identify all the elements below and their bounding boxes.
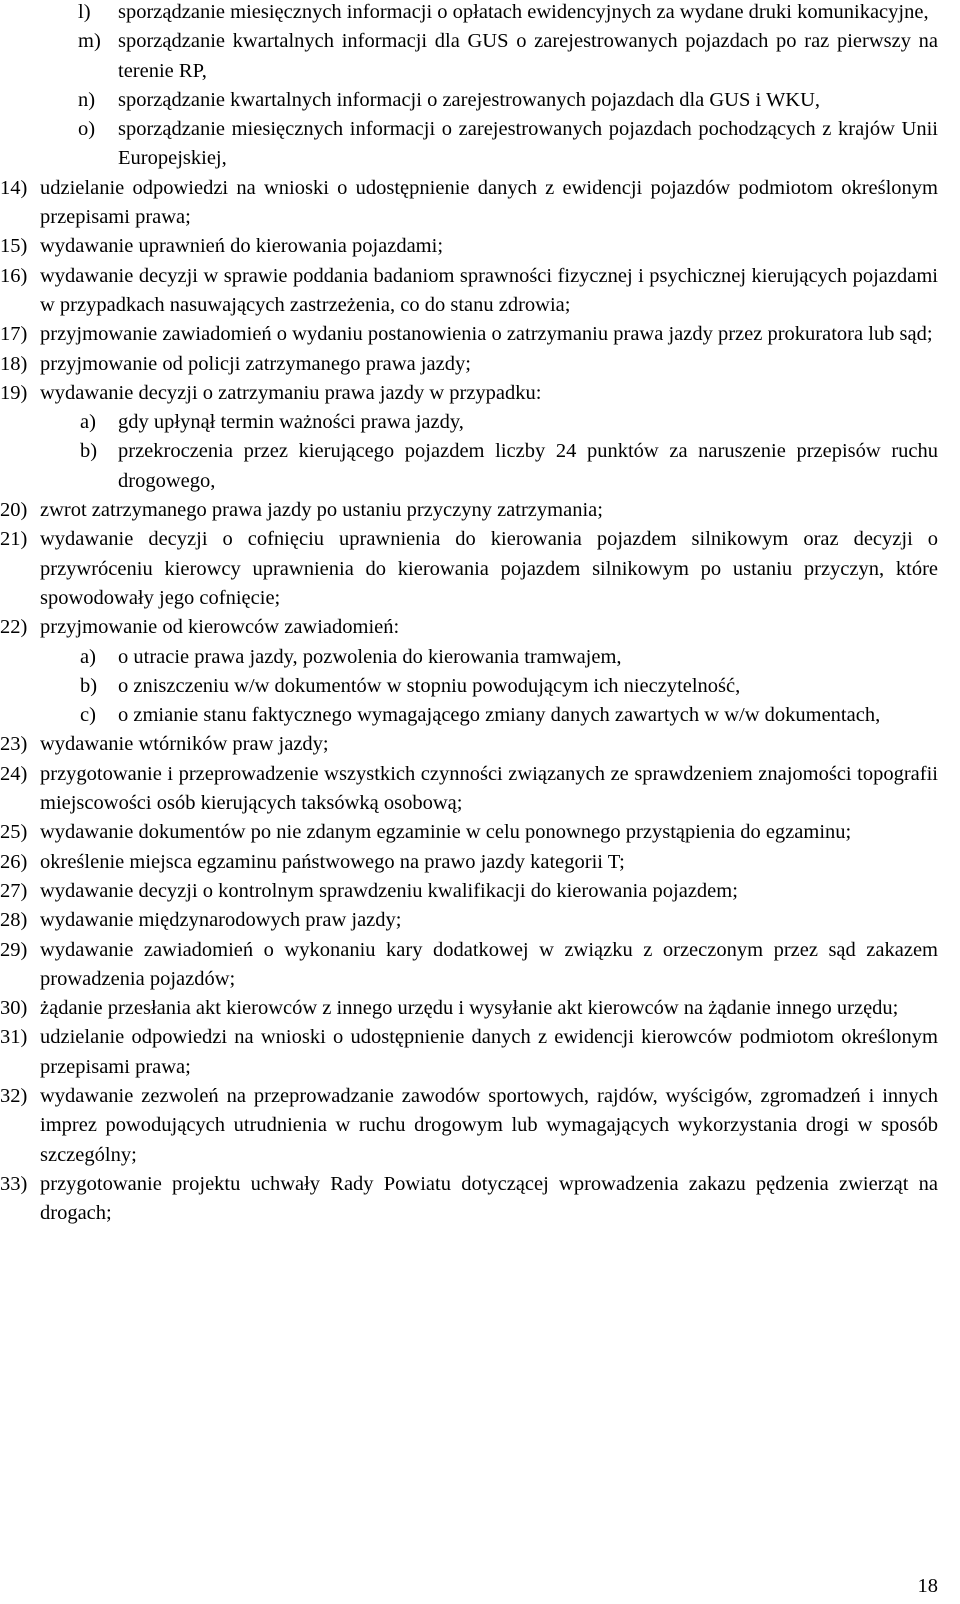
sub-list-item [40,672,938,701]
list-item-number: 25) [0,821,28,844]
list-item-text: przygotowanie i przeprowadzenie wszystkich czynności związanych ze sprawdzeniem znajomości topografii miejscowości osób kierujących taksówką osobową; [40,762,938,815]
sub-list-item-label: b) [80,440,98,463]
list-item-text: zwrot zatrzymanego prawa jazdy po ustaniu przyczyny zatrzymania; [40,499,603,522]
list-item-number: 29) [0,938,28,961]
list-item-number: 26) [0,850,28,873]
list-item-text: wydawanie decyzji o kontrolnym sprawdzeniu kwalifikacji do kierowania pojazdem; [40,879,738,902]
list-item [0,818,938,847]
list-item-label: m) [78,30,101,53]
list-item-number: 21) [0,528,28,551]
list-item-text: sporządzanie kwartalnych informacji o zarejestrowanych pojazdach dla GUS i WKU, [118,88,821,111]
list-item-number: 24) [0,762,28,785]
list-item-number: 22) [0,616,28,639]
list-item [40,115,938,174]
list-item-number: 15) [0,235,28,258]
list-item [0,760,938,819]
list-item-number: 23) [0,733,28,756]
numbered-list [0,174,938,1229]
list-item [40,0,938,27]
sub-list-item-label: b) [80,674,98,697]
list-item-label: n) [78,88,96,111]
list-item-number: 16) [0,264,28,287]
sub-list-item-text: o zmianie stanu faktycznego wymagającego zmiany danych zawartych w w/w dokumentach, [118,704,881,727]
list-item-number: 33) [0,1172,28,1195]
list-item [0,496,938,525]
sub-list-item-text: o zniszczeniu w/w dokumentów w stopniu powodującym ich nieczytelność, [118,674,741,697]
list-item-text: przyjmowanie od policji zatrzymanego prawa jazdy; [40,352,471,375]
list-item-text: sporządzanie kwartalnych informacji dla GUS o zarejestrowanych pojazdach po raz pierwszy na terenie RP, [118,30,938,82]
list-item-number: 17) [0,323,28,346]
list-item-label: l) [78,1,91,23]
list-item-number: 30) [0,997,28,1020]
list-item [0,1082,938,1170]
sub-list-item [40,437,938,496]
list-item-text: żądanie przesłania akt kierowców z innego urzędu i wysyłanie akt kierowców na żądanie innego urzędu; [40,997,899,1020]
list-item-text: udzielanie odpowiedzi na wnioski o udostępnienie danych z ewidencji kierowców podmiotom określonym przepisami prawa; [40,1026,938,1078]
list-item [0,848,938,877]
list-item [40,86,938,115]
sub-list-item [40,701,938,730]
list-item [0,320,938,349]
list-item-label: o) [78,118,96,141]
list-item-number: 31) [0,1026,28,1049]
sub-list-item-text: o utracie prawa jazdy, pozwolenia do kierowania tramwajem, [118,645,622,668]
list-item-text: sporządzanie miesięcznych informacji o opłatach ewidencyjnych za wydane druki komunikacyjne, [118,1,929,23]
list-item-text: przygotowanie projektu uchwały Rady Powiatu dotyczącej wprowadzenia zakazu pędzenia zwierząt na drogach; [40,1172,938,1225]
list-item-number: 27) [0,879,28,902]
list-item-text: udzielanie odpowiedzi na wnioski o udostępnienie danych z ewidencji pojazdów podmiotom określonym przepisami prawa; [40,176,938,229]
list-item [0,1170,938,1229]
list-item-text: przyjmowanie od kierowców zawiadomień: [40,616,400,639]
list-item [0,1023,938,1082]
list-item [0,994,938,1023]
page-number: 18 [917,1575,938,1597]
list-item-number: 28) [0,909,28,932]
list-item [0,613,938,642]
list-item [0,350,938,379]
sub-list-item-label: a) [80,411,96,434]
list-item [0,906,938,935]
list-item [0,232,938,261]
list-item-text: wydawanie uprawnień do kierowania pojazdami; [40,235,444,258]
list-item [0,877,938,906]
list-item-number: 18) [0,352,28,375]
list-item-number: 20) [0,499,28,522]
letter-list [40,0,938,174]
list-item [0,525,938,613]
list-item-text: wydawanie dokumentów po nie zdanym egzaminie w celu ponownego przystąpienia do egzaminu; [40,821,852,844]
list-item-text: wydawanie decyzji o cofnięciu uprawnienia do kierowania pojazdem silnikowym oraz decyzji o przywróceniu kierowcy uprawnienia do kierowania pojazdem silnikowym po ustaniu przyczyn, które spowodowały jego cofnięcie; [40,528,938,609]
list-item [0,936,938,995]
list-item-number: 19) [0,381,28,404]
list-item-text: sporządzanie miesięcznych informacji o zarejestrowanych pojazdach pochodzących z krajów Unii Europejskiej, [118,118,938,170]
list-item-text: wydawanie zezwoleń na przeprowadzanie zawodów sportowych, rajdów, wyścigów, zgromadzeń i innych imprez powodujących utrudnienia w ruchu drogowym lub wymagających wykorzystania drogi w sposób szczególny; [40,1084,938,1166]
list-item-text: wydawanie wtórników praw jazdy; [40,733,329,756]
list-item [40,27,938,86]
list-item-number: 32) [0,1084,28,1107]
sub-list-item-text: gdy upłynął termin ważności prawa jazdy, [118,411,464,434]
list-item [0,379,938,408]
list-item [0,174,938,233]
list-item-text: przyjmowanie zawiadomień o wydaniu postanowienia o zatrzymaniu prawa jazdy przez prokuratora lub sąd; [40,323,933,346]
list-item [0,262,938,321]
list-item [0,730,938,759]
sub-list-item-text: przekroczenia przez kierującego pojazdem liczby 24 punktów za naruszenie przepisów ruchu drogowego, [118,440,938,492]
sub-list-item-label: c) [80,704,96,727]
sub-list-item [40,643,938,672]
list-item-text: wydawanie decyzji w sprawie poddania badaniom sprawności fizycznej i psychicznej kierujących pojazdami w przypadkach nasuwających zastrzeżenia, co do stanu zdrowia; [40,264,938,316]
list-item-number: 14) [0,176,28,199]
list-item-text: określenie miejsca egzaminu państwowego na prawo jazdy kategorii T; [40,850,625,873]
list-item-text: wydawanie międzynarodowych praw jazdy; [40,909,402,932]
list-item-text: wydawanie decyzji o zatrzymaniu prawa jazdy w przypadku: [40,381,542,404]
sub-list-item [40,408,938,437]
list-item-text: wydawanie zawiadomień o wykonaniu kary dodatkowej w związku z orzeczonym przez sąd zakazem prowadzenia pojazdów; [40,938,938,990]
sub-list-item-label: a) [80,645,96,668]
